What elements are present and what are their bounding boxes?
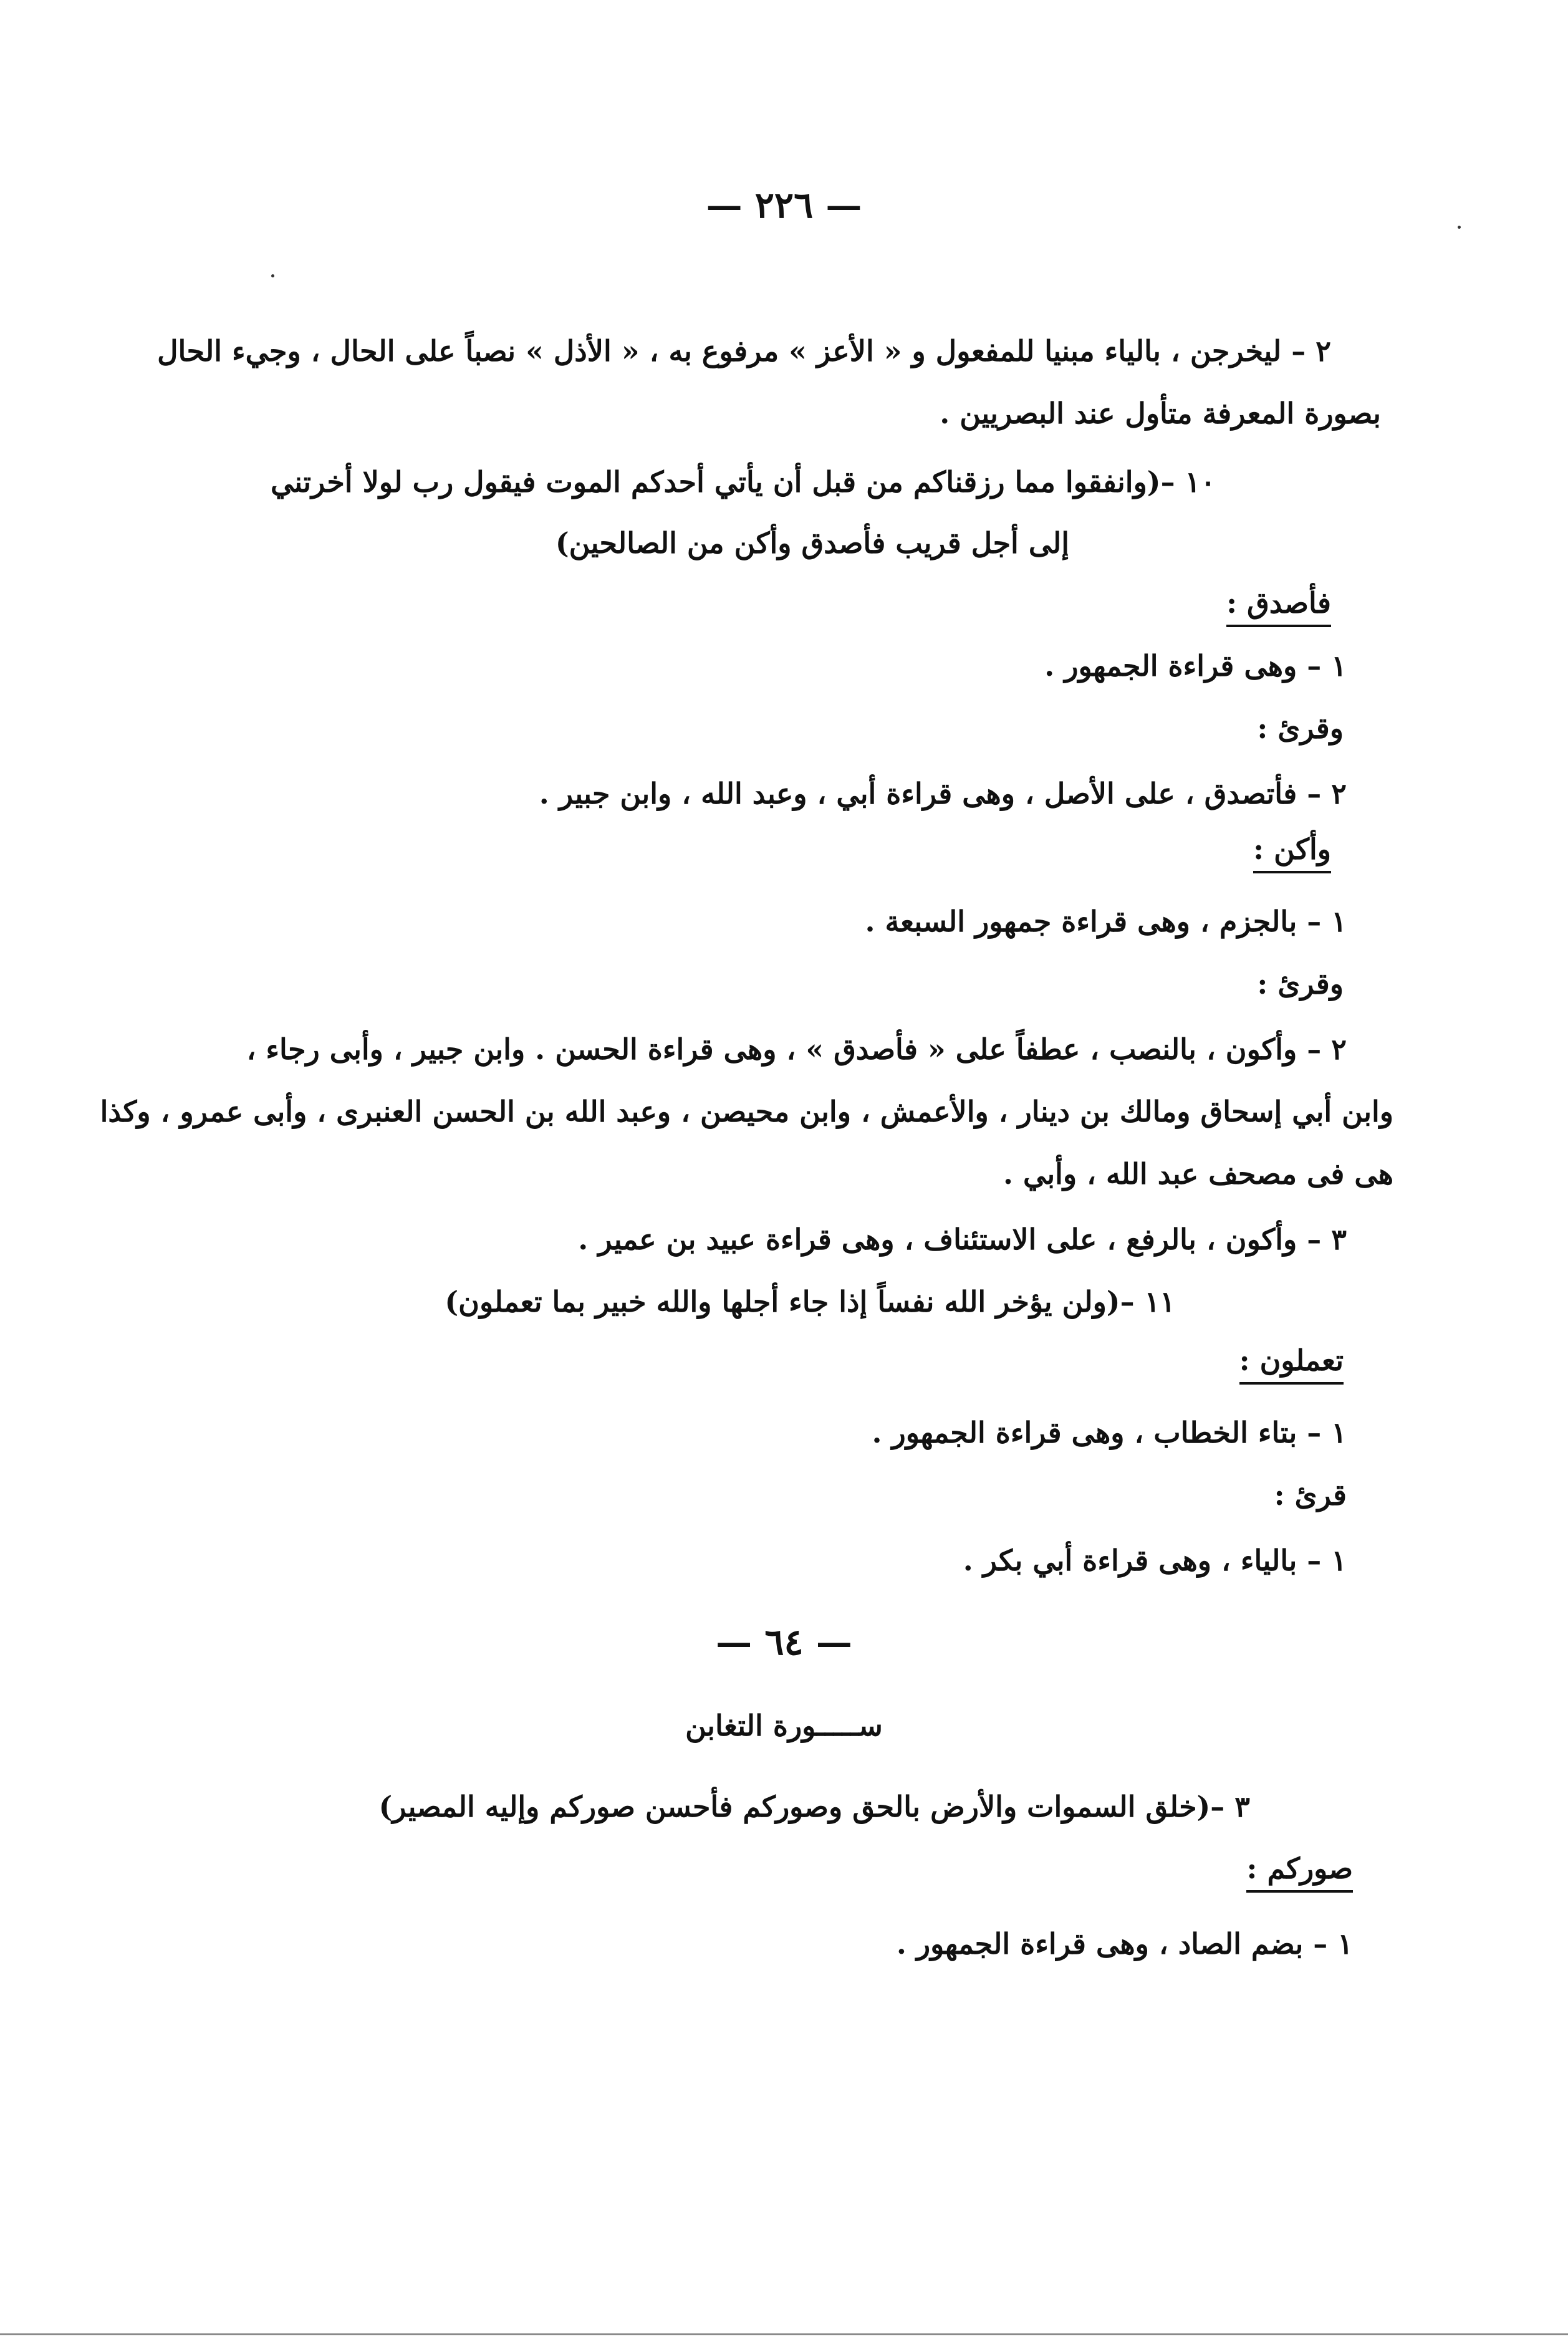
text-line: ١ – بالياء ، وهى قراءة أبي بكر .: [963, 1544, 1347, 1577]
text-line: وقرئ :: [1257, 967, 1344, 1001]
text-line: وقرئ :: [1257, 711, 1344, 745]
text-line: وابن أبي إسحاق ومالك بن دينار ، والأعمش ، وابن محيصن ، وعبد الله بن الحسن العنبرى ، وأبى عمرو ، وكذا: [100, 1095, 1393, 1128]
text-line: ٢ – وأكون ، بالنصب ، عطفاً على « فأصدق » ، وهى قراءة الحسن . وابن جبير ، وأبى رجاء ،: [246, 1032, 1347, 1066]
page-number: — ٢٢٦ —: [706, 184, 862, 226]
text-line: هى فى مصحف عبد الله ، وأبي .: [1003, 1157, 1393, 1191]
scan-speck: [1458, 226, 1461, 229]
verse-line: ١١ –(ولن يؤخر الله نفساً إذا جاء أجلها والله خبير بما تعملون): [445, 1285, 1175, 1318]
scan-speck: [271, 274, 274, 277]
word-heading: صوركم :: [1246, 1852, 1353, 1893]
surah-title: ســـــورة التغابن: [685, 1709, 883, 1742]
word-heading: فأصدق :: [1226, 586, 1331, 627]
text-line: ٢ – فأتصدق ، على الأصل ، وهى قراءة أبي ، وعبد الله ، وابن جبير .: [539, 777, 1347, 810]
text-line: ١ – بتاء الخطاب ، وهى قراءة الجمهور .: [872, 1416, 1347, 1449]
text-line: ٢ – ليخرجن ، بالياء مبنيا للمفعول و « الأعز » مرفوع به ، « الأذل » نصباً على الحال ، وجيء الحال: [157, 334, 1331, 368]
text-line: ١ – بالجزم ، وهى قراءة جمهور السبعة .: [865, 905, 1347, 938]
verse-line: إلى أجل قريب فأصدق وأكن من الصالحين): [555, 526, 1069, 560]
text-line: ١ – بضم الصاد ، وهى قراءة الجمهور .: [896, 1927, 1353, 1961]
text-line: قرئ :: [1274, 1478, 1347, 1512]
text-line: بصورة المعرفة متأول عند البصريين .: [940, 396, 1381, 430]
text-line: ١ – وهى قراءة الجمهور .: [1044, 649, 1347, 683]
word-heading: وأكن :: [1253, 832, 1331, 873]
verse-line: ١٠ –(وانفقوا مما رزقناكم من قبل أن يأتي أحدكم الموت فيقول رب لولا أخرتني: [270, 465, 1216, 499]
verse-line: ٣ –(خلق السموات والأرض بالحق وصوركم فأحسن صوركم وإليه المصير): [378, 1790, 1250, 1823]
text-line: ٣ – وأكون ، بالرفع ، على الاستئناف ، وهى قراءة عبيد بن عمير .: [578, 1222, 1347, 1256]
scan-bottom-edge: [0, 2333, 1568, 2335]
section-number: — ٦٤ —: [716, 1621, 852, 1663]
word-heading: تعملون :: [1239, 1343, 1344, 1385]
